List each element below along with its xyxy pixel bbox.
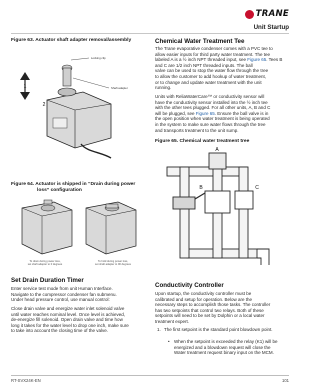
text-line: treatment expert. (155, 318, 190, 324)
conductivity-paragraph (155, 291, 291, 325)
text-line: necessary steps to accomplish those tasks. The controller (155, 302, 271, 308)
conductivity-step-1 (164, 327, 291, 333)
text-line: in the system to make sure water flows through the tree (155, 121, 266, 127)
label-shaft-adapter: Shaft adapter (111, 86, 128, 90)
tee-label-a: A (215, 147, 219, 153)
section-title: Unit Startup (253, 24, 289, 31)
figure-65-link[interactable]: Figure 65 (195, 110, 215, 116)
label-locking-clip: Locking clip (91, 56, 106, 60)
text-line: Units with ReliaWaterCare™ or conductivity sensor will (155, 94, 265, 99)
trane-logo-icon (245, 10, 254, 19)
figure-65-treatment-tree-diagram (165, 147, 275, 275)
figure-64-note-drain (14, 260, 76, 266)
text-line: to take into account the closing time of the valve. (11, 328, 109, 334)
text-line: running. (155, 85, 172, 91)
text-line: The Trane evaporative condenser comes with a PVC tee to (155, 46, 273, 51)
text-line: until water reaches nominal level. Once level is achieved, (11, 311, 126, 317)
header-rule (11, 33, 289, 34)
text-line: and transports treatment to the unit sump. (155, 127, 239, 133)
figure-65-caption: Figure 65. Chemical water treatment tree (155, 139, 250, 144)
svg-text:1: 1 (23, 84, 27, 90)
chemical-tee-paragraph-2 (155, 94, 291, 133)
text-span: will be plugged, see (155, 110, 196, 116)
figure-65-link[interactable]: Figure 65 (247, 57, 267, 63)
figure-64-note-hold-line1: To hold during power loss, (97, 260, 129, 263)
figure-64-caption-line2: loss” configuration (37, 188, 82, 193)
chemical-tee-paragraph-1 (155, 46, 291, 91)
footer-rule (11, 375, 289, 376)
set-drain-paragraph-1 (11, 286, 151, 303)
text-line: Navigate to the compressor condenser fan submenu. (11, 291, 117, 297)
text-span: . Tees B and C are 1/2 inch NPT threaded inputs. The ball (155, 57, 283, 68)
footer-page-number: 101 (282, 378, 289, 383)
figure-64-note-hold-line2: set shaft adapter to 90 degrees (95, 263, 131, 267)
bullet-icon: • (168, 339, 170, 344)
text-line: allow easier inputs for third party water treatment. The tee (155, 51, 270, 57)
conductivity-step-number: 1. (157, 327, 161, 332)
text-line: Close drain valve and energize water inlet solenoid valve (11, 306, 125, 311)
text-line: de-energize fill solenoid. Open drain valve and time how (11, 317, 123, 323)
text-line: valve can be used to stop the water flow through the tree (155, 68, 269, 74)
figure-63-caption: Figure 63. Actuator shaft adapter removal/assembly (11, 38, 132, 43)
conductivity-heading: Conductivity Controller (155, 282, 224, 289)
tee-label-c: C (255, 185, 259, 191)
text-line: Water treatment request binary input on the MCM. (174, 350, 274, 356)
text-line: Under head pressure control, use manual control: (11, 297, 110, 303)
text-line: the open position when water treatment is being operated (155, 116, 270, 122)
text-span: labeled A is a ½ inch NPT threaded input, see (155, 57, 248, 63)
tee-label-b: B (199, 185, 203, 191)
set-drain-paragraph-2 (11, 306, 151, 334)
text-line: energized and a blowdown request will close the (174, 344, 271, 350)
text-line: with the other tees plugged. For all other units, A, B and C (155, 105, 271, 111)
footer-doc-id: RT-SVX24K-EN (11, 378, 41, 383)
text-line: When the setpoint is exceeded the relay (K1) will be (174, 339, 278, 344)
text-line: setpoints will need to be set by Dolphin or a local water (155, 313, 265, 319)
logo-text: TRANE (255, 9, 289, 19)
trane-logo (245, 9, 289, 19)
text-line: The first setpoint is the standard point blowdown point. (164, 327, 273, 332)
text-span: . Ensure the ball valve is in (214, 110, 269, 116)
figure-64-caption-line1: Figure 64. Actuator is shipped in “Drain during power (11, 182, 136, 187)
conductivity-substep (174, 339, 291, 356)
figure-64-note-hold (80, 260, 146, 266)
text-line: or to change and update water treatment with the unit (155, 79, 262, 85)
text-line: calibrated and setup for operation. Below are the (155, 296, 253, 302)
figure-64-note-drain-line2: set shaft adapter to 0 degrees (27, 263, 63, 267)
svg-text:2: 2 (42, 102, 46, 108)
text-line: Upon startup, the conductivity controller must be (155, 291, 252, 296)
figure-63-actuator-diagram (11, 48, 146, 164)
text-line: Enter service test mode from unit Human Interface. (11, 286, 113, 291)
text-line: have the conductivity sensor installed into the ½ inch tee (155, 99, 268, 105)
text-line: long it takes for the water level to drop one inch, make sure (11, 322, 129, 328)
chemical-tee-heading: Chemical Water Treatment Tee (155, 38, 245, 45)
figure-64-note-drain-line1: To drain during power loss, (29, 260, 61, 263)
text-line (155, 57, 291, 68)
set-drain-heading: Set Drain Duration Timer (11, 277, 84, 284)
text-line: to allow the customer to add hookup of water treatment, (155, 73, 267, 79)
text-line: has two setpoints that control two relays. Both of these (155, 307, 264, 313)
